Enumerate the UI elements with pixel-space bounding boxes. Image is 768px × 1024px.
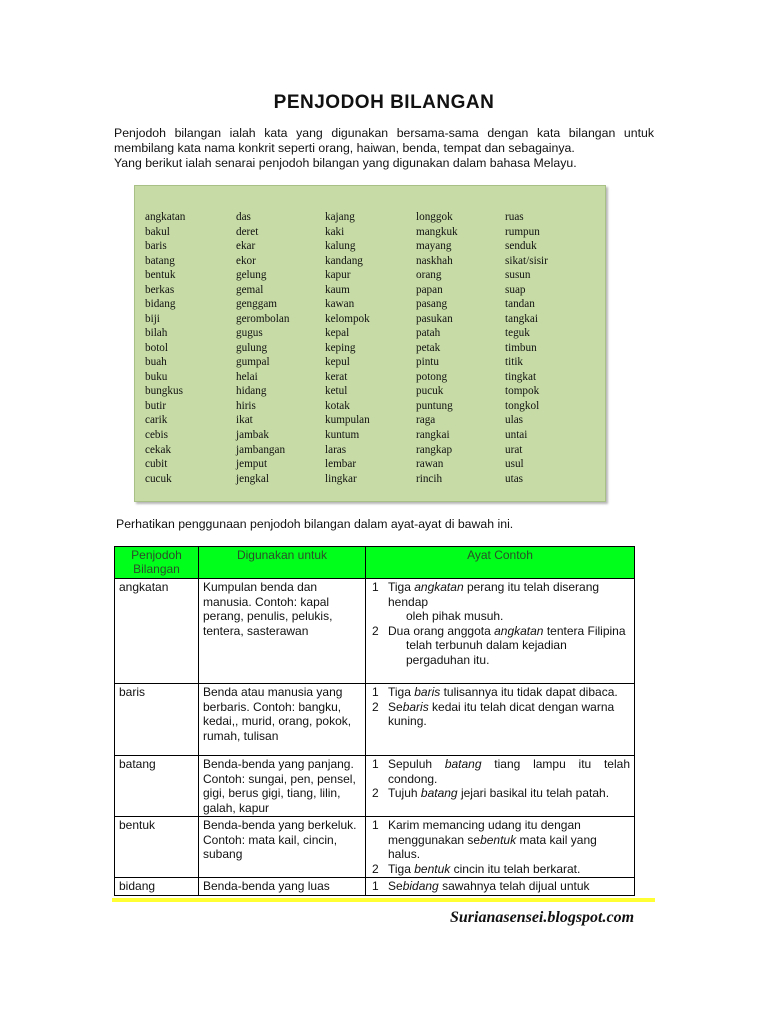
cell-example <box>366 579 635 684</box>
example-text: Se <box>388 879 403 893</box>
footer-site: Surianasensei.blogspot.com <box>450 909 635 926</box>
word-item: untai <box>505 428 528 441</box>
word-item: jemput <box>236 458 268 471</box>
word-item: rumpun <box>505 225 540 238</box>
example-keyword: baris <box>402 699 429 714</box>
example-keyword: bidang <box>402 879 439 893</box>
example-sentence <box>370 818 630 862</box>
word-item: lembar <box>325 458 357 471</box>
example-continuation: oleh pihak musuh. <box>406 609 504 623</box>
word-item: jambak <box>236 428 269 441</box>
example-text: Tujuh <box>388 786 421 800</box>
table-row <box>115 756 635 817</box>
cell-use: Benda-benda yang berkeluk. Contoh: mata kail, cincin, subang <box>199 817 366 878</box>
example-keyword: angkatan <box>494 623 544 638</box>
word-item: helai <box>236 370 258 383</box>
word-item: tongkol <box>505 399 540 412</box>
usage-table <box>114 546 635 896</box>
word-item: jengkal <box>236 472 269 485</box>
example-text: Karim memancing udang itu dengan menggunakan se <box>388 818 581 847</box>
word-item: das <box>236 211 251 223</box>
word-item: buku <box>145 370 168 383</box>
word-item: ekar <box>236 240 256 253</box>
intro-paragraph-1: Penjodoh bilangan ialah kata yang digunakan bersama-sama dengan kata bilangan untuk membilang kata nama konkrit seperti orang, haiwan, benda, tempat dan sebagainya. <box>114 126 654 155</box>
word-item: pasukan <box>416 312 453 325</box>
table-row <box>115 579 635 684</box>
word-item: kumpulan <box>325 414 370 427</box>
word-item: ikat <box>236 414 253 427</box>
word-item: buah <box>145 356 167 369</box>
word-item: rawan <box>416 458 444 471</box>
word-item: gemal <box>236 283 264 296</box>
word-item: teguk <box>505 327 530 340</box>
word-item: cucuk <box>145 472 172 485</box>
word-item: naskhah <box>416 254 453 267</box>
word-item: tandan <box>505 298 535 311</box>
example-sentence <box>370 879 630 894</box>
example-number: 2 <box>372 699 379 714</box>
example-continuation: telah terbunuh dalam kejadian pergaduhan itu. <box>406 638 567 667</box>
table-row <box>115 817 635 878</box>
cell-word: batang <box>115 756 199 817</box>
word-item: kandang <box>325 254 363 267</box>
cell-example <box>366 684 635 756</box>
table-row <box>115 878 635 896</box>
word-item: berkas <box>145 283 175 296</box>
word-item: urat <box>505 443 523 456</box>
word-item: cekak <box>145 443 172 456</box>
example-keyword: bentuk <box>414 861 451 876</box>
example-sentence <box>370 580 630 624</box>
word-item: cubit <box>145 458 168 471</box>
word-list-box <box>134 185 606 502</box>
word-item: bentuk <box>145 269 176 282</box>
word-item: angkatan <box>145 211 186 223</box>
example-sentence <box>370 786 630 801</box>
example-text: perang itu telah diserang hendap <box>388 580 600 609</box>
word-item: kaki <box>325 225 345 238</box>
example-text: tulisannya itu tidak dapat dibaca. <box>440 685 618 699</box>
word-item: suap <box>505 283 526 296</box>
word-item: titik <box>505 356 524 369</box>
word-item: kalung <box>325 240 356 253</box>
word-item: potong <box>416 370 448 383</box>
example-number: 2 <box>372 623 379 638</box>
example-number: 1 <box>372 580 379 594</box>
word-item: kajang <box>325 211 355 223</box>
example-text: Tiga <box>388 685 415 699</box>
word-item: kaum <box>325 283 350 296</box>
word-item: kerat <box>325 370 348 383</box>
example-number: 1 <box>372 879 379 893</box>
cell-example <box>366 878 635 896</box>
word-item: sikat/sisir <box>505 254 548 267</box>
word-item: orang <box>416 269 442 282</box>
word-item: rincih <box>416 472 443 485</box>
example-text: Tiga <box>388 580 415 594</box>
word-item: hiris <box>236 399 256 412</box>
word-item: kepal <box>325 327 350 340</box>
word-item: utas <box>505 472 524 485</box>
word-item: kelompok <box>325 312 370 325</box>
example-sentence <box>370 700 630 729</box>
cell-word: angkatan <box>115 579 199 684</box>
header-ayat: Ayat Contoh <box>366 547 635 579</box>
word-item: bidang <box>145 298 176 311</box>
word-column-5 <box>505 210 548 486</box>
word-item: susun <box>505 269 531 282</box>
word-item: petak <box>416 341 441 354</box>
cell-word: bidang <box>115 878 199 896</box>
word-column-4 <box>416 210 458 486</box>
example-number: 2 <box>372 861 379 876</box>
cell-word: bentuk <box>115 817 199 878</box>
example-text: jejari basikal itu telah patah. <box>457 786 610 800</box>
word-item: mangkuk <box>416 225 458 238</box>
page-title: PENJODOH BILANGAN <box>273 92 495 113</box>
example-text: mata kail yang halus. <box>388 832 597 861</box>
word-column-3 <box>325 210 370 486</box>
header-penjodoh: Penjodoh Bilangan <box>115 547 199 579</box>
example-sentence <box>370 862 630 877</box>
word-item: ekor <box>236 254 256 267</box>
word-item: bungkus <box>145 385 183 398</box>
word-item: jambangan <box>236 443 286 456</box>
word-item: ruas <box>505 211 524 223</box>
example-sentence <box>370 624 630 668</box>
word-item: kepul <box>325 356 350 369</box>
word-item: usul <box>505 458 524 471</box>
word-item: botol <box>145 341 168 354</box>
word-item: tingkat <box>505 370 537 383</box>
word-item: pintu <box>416 356 439 369</box>
cell-example <box>366 756 635 817</box>
example-text: Dua orang anggota <box>388 623 495 638</box>
word-item: genggam <box>236 298 278 311</box>
word-item: deret <box>236 225 259 238</box>
word-item: senduk <box>505 240 537 253</box>
word-item: lingkar <box>325 472 357 485</box>
word-item: gumpal <box>236 356 270 369</box>
word-item: kapur <box>325 269 351 282</box>
example-number: 1 <box>372 757 379 771</box>
word-item: rangkap <box>416 443 453 456</box>
word-item: ketul <box>325 385 348 398</box>
example-text: tentera Filipina <box>543 623 626 638</box>
word-item: ulas <box>505 414 524 427</box>
word-item: biji <box>145 312 160 325</box>
cell-word: baris <box>115 684 199 756</box>
example-keyword: baris <box>414 685 441 699</box>
word-item: pasang <box>416 298 448 311</box>
word-item: papan <box>416 283 443 296</box>
word-item: kotak <box>325 399 350 412</box>
example-keyword: batang <box>444 757 482 771</box>
example-sentence <box>370 757 630 786</box>
word-item: gelung <box>236 269 267 282</box>
word-item: gugus <box>236 327 263 340</box>
word-item: laras <box>325 443 347 456</box>
word-item: bilah <box>145 327 168 340</box>
word-item: bakul <box>145 225 170 238</box>
table-row <box>115 684 635 756</box>
word-item: rangkai <box>416 428 450 441</box>
usage-note: Perhatikan penggunaan penjodoh bilangan dalam ayat-ayat di bawah ini. <box>116 517 514 531</box>
word-item: patah <box>416 327 441 340</box>
word-item: raga <box>416 414 436 427</box>
word-item: gerombolan <box>236 312 290 325</box>
word-item: kuntum <box>325 428 360 441</box>
intro-paragraph-2: Yang berikut ialah senarai penjodoh bilangan yang digunakan dalam bahasa Melayu. <box>114 156 577 170</box>
example-number: 1 <box>372 685 379 699</box>
word-item: timbun <box>505 341 537 354</box>
header-digunakan: Digunakan untuk <box>199 547 366 579</box>
cell-use: Benda-benda yang luas <box>199 878 366 896</box>
example-text: sawahnya telah dijual untuk <box>438 879 590 893</box>
intro-text <box>114 126 654 171</box>
example-number: 1 <box>372 818 379 832</box>
word-item: batang <box>145 254 175 267</box>
word-item: hidang <box>236 385 267 398</box>
word-column-1 <box>145 210 185 486</box>
word-column-2 <box>236 210 289 486</box>
example-keyword: batang <box>420 786 458 800</box>
example-text: Se <box>388 699 403 714</box>
word-item: tangkai <box>505 312 538 325</box>
word-item: gulung <box>236 341 268 354</box>
footer-rule <box>112 898 655 902</box>
example-number: 2 <box>372 786 379 800</box>
word-item: puntung <box>416 399 453 412</box>
cell-use: Kumpulan benda dan manusia. Contoh: kapal perang, penulis, pelukis, tentera, sasterawan <box>199 579 366 684</box>
word-item: tompok <box>505 385 540 398</box>
example-text: Tiga <box>388 861 415 876</box>
example-keyword: angkatan <box>414 580 464 594</box>
word-item: butir <box>145 399 167 412</box>
word-item: baris <box>145 240 167 253</box>
word-item: pucuk <box>416 385 444 398</box>
cell-use: Benda atau manusia yang berbaris. Contoh: bangku, kedai,, murid, orang, pokok, rumah, tulisan <box>199 684 366 756</box>
table-header-row <box>115 547 635 579</box>
word-item: longgok <box>416 211 453 223</box>
word-item: carik <box>145 414 168 427</box>
example-text: Sepuluh <box>388 757 445 771</box>
example-text: cincin itu telah berkarat. <box>450 861 581 876</box>
word-item: kawan <box>325 298 355 311</box>
word-item: mayang <box>416 240 452 253</box>
word-item: cebis <box>145 428 168 441</box>
example-text: tiang lampu itu telah condong. <box>388 757 630 786</box>
cell-example <box>366 817 635 878</box>
word-item: keping <box>325 341 356 354</box>
cell-use: Benda-benda yang panjang. Contoh: sungai, pen, pensel, gigi, berus gigi, tiang, lilin, galah, kapur <box>199 756 366 817</box>
example-sentence <box>370 685 630 700</box>
example-text: kedai itu telah dicat dengan warna kuning. <box>388 699 615 728</box>
example-keyword: bentuk <box>480 832 517 847</box>
